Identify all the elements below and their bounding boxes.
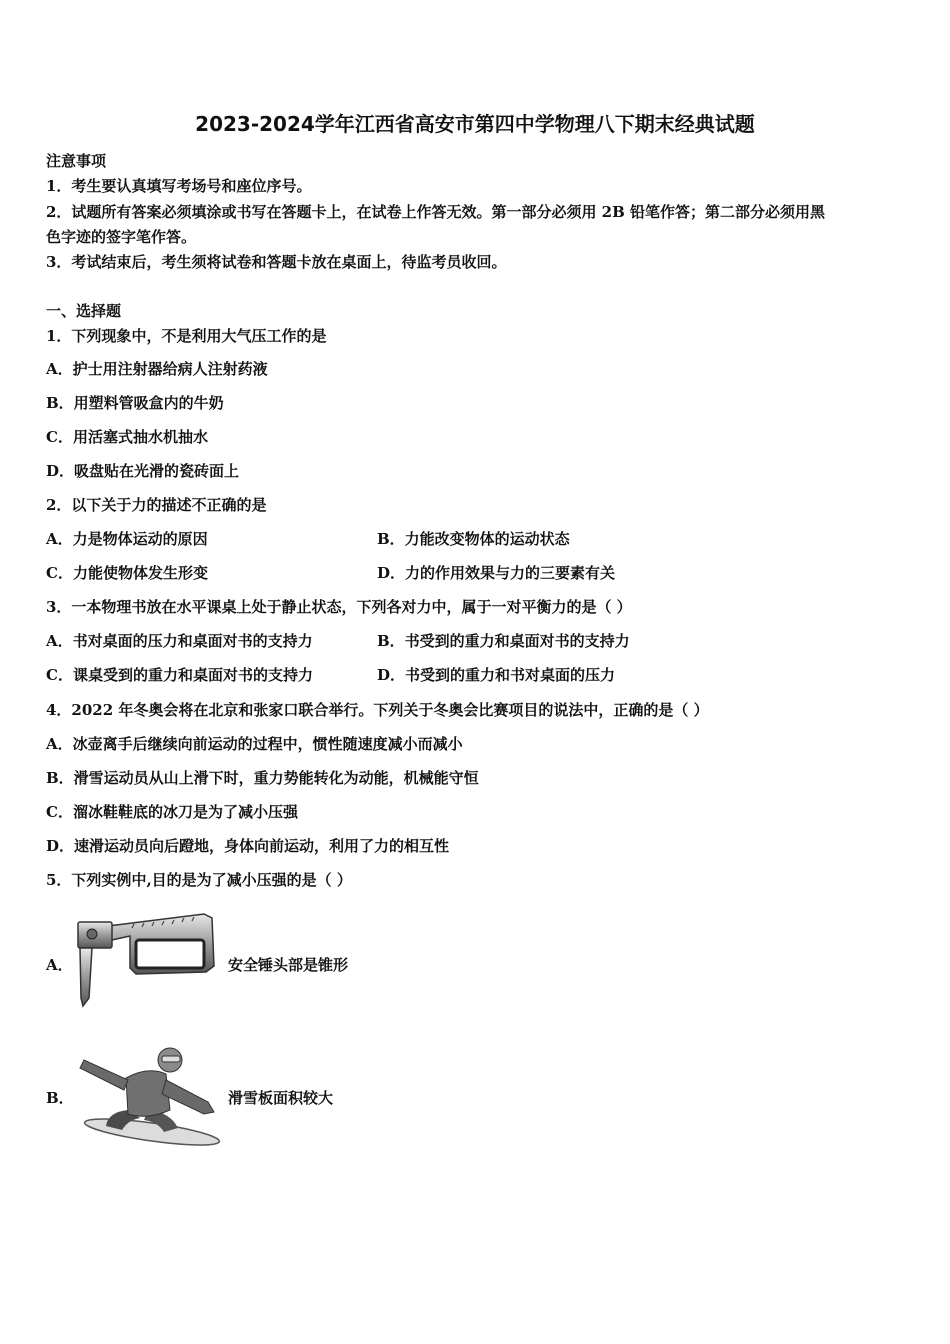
option-a: A．冰壶离手后继续向前运动的过程中，惯性随速度减小而减小 — [46, 735, 463, 753]
snowboarder-image — [78, 1040, 228, 1152]
option-d: D．书受到的重力和书对桌面的压力 — [377, 666, 616, 684]
option-a: A．护士用注射器给病人注射药液 — [46, 360, 268, 378]
option-a: A．书对桌面的压力和桌面对书的支持力 — [46, 632, 313, 650]
notice-item: 3．考试结束后，考生须将试卷和答题卡放在桌面上，待监考员收回。 — [46, 253, 507, 271]
option-b: B．用塑料管吸盒内的牛奶 — [46, 394, 224, 412]
section-heading: 一、选择题 — [46, 302, 122, 320]
question-stem: 1．下列现象中，不是利用大气压工作的是 — [46, 327, 327, 345]
question-stem: 5．下列实例中,目的是为了减小压强的是（ ） — [46, 871, 352, 889]
question-stem: 2．以下关于力的描述不正确的是 — [46, 496, 267, 514]
option-b: B．滑雪运动员从山上滑下时，重力势能转化为动能，机械能守恒 — [46, 769, 479, 787]
notice-item: 2．试题所有答案必须填涂或书写在答题卡上，在试卷上作答无效。第一部分必须用 2B 铅笔作答；第二部分必须用黑 — [46, 203, 826, 221]
safety-hammer-image — [72, 906, 222, 1012]
option-b: B．力能改变物体的运动状态 — [377, 530, 570, 548]
option-d: D．吸盘贴在光滑的瓷砖面上 — [46, 462, 240, 480]
option-a: A．力是物体运动的原因 — [46, 530, 208, 548]
option-a-text: 安全锤头部是锥形 — [228, 956, 349, 974]
notice-heading: 注意事项 — [46, 152, 107, 170]
question-stem: 3．一本物理书放在水平课桌上处于静止状态，下列各对力中，属于一对平衡力的是（ ） — [46, 598, 632, 616]
option-b-letter: B． — [46, 1089, 74, 1107]
option-d: D．力的作用效果与力的三要素有关 — [377, 564, 616, 582]
option-d: D．速滑运动员向后蹬地，身体向前运动，利用了力的相互性 — [46, 837, 450, 855]
option-c: C．溜冰鞋鞋底的冰刀是为了减小压强 — [46, 803, 298, 821]
notice-item: 色字迹的签字笔作答。 — [46, 228, 197, 246]
option-c: C．力能使物体发生形变 — [46, 564, 208, 582]
notice-item: 1．考生要认真填写考场号和座位序号。 — [46, 177, 312, 195]
exam-title: 2023-2024学年江西省高安市第四中学物理八下期末经典试题 — [195, 112, 755, 136]
option-b-text: 滑雪板面积较大 — [228, 1089, 334, 1107]
question-stem: 4．2022 年冬奥会将在北京和张家口联合举行。下列关于冬奥会比赛项目的说法中，正确的是（ ） — [46, 701, 709, 719]
option-c: C．课桌受到的重力和桌面对书的支持力 — [46, 666, 313, 684]
option-a-letter: A． — [46, 956, 73, 974]
option-b: B．书受到的重力和桌面对书的支持力 — [377, 632, 630, 650]
option-c: C．用活塞式抽水机抽水 — [46, 428, 208, 446]
